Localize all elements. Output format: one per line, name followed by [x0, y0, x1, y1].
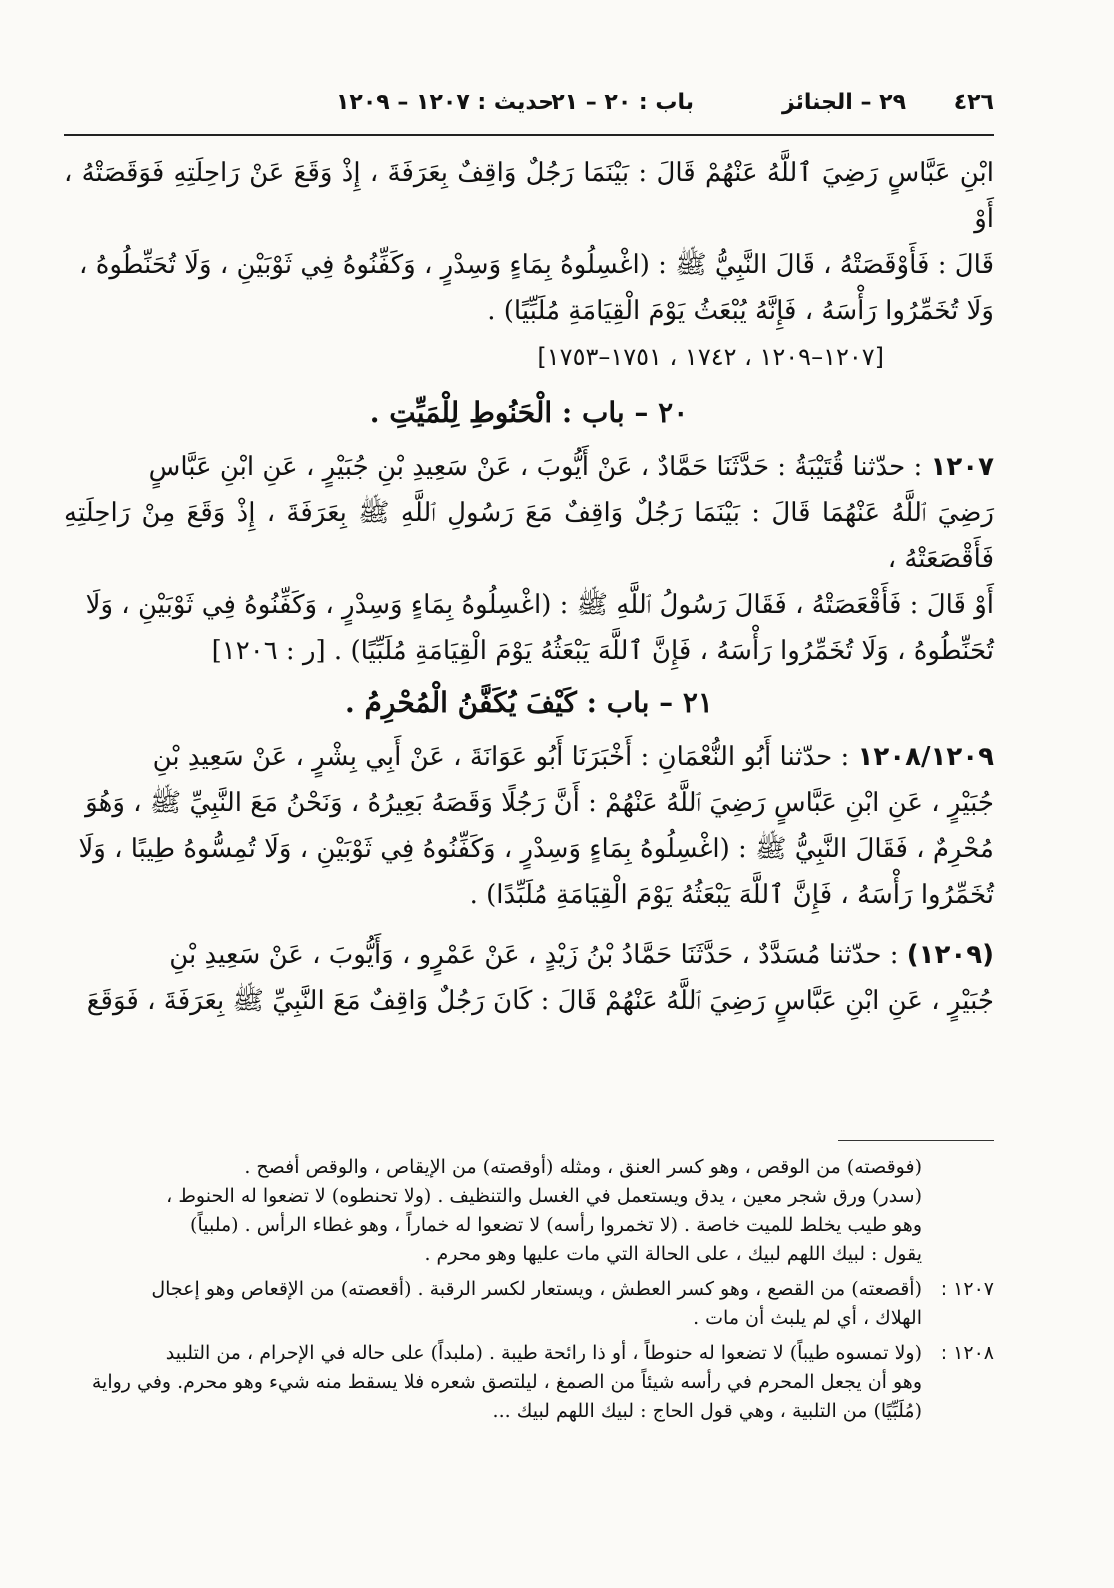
- text-line: مُحْرِمٌ ، فَقَالَ النَّبِيُّ ﷺ : (اغْسِلُوهُ بِمَاءٍ وَسِدْرٍ ، وَكَفِّنُوهُ فِي ثَوْبَيْنِ ، وَلَا تُمِسُّوهُ طِيبًا ، وَلَا: [78, 834, 994, 864]
- text-line: رَضِيَ ٱللَّهُ عَنْهُمَا قَالَ : بَيْنَمَا رَجُلٌ وَاقِفٌ مَعَ رَسُولِ ٱللَّهِ ﷺ بِعَرَفَةَ ، إِذْ وَقَعَ مِنْ رَاحِلَتِهِ فَأَقْصَعَتْهُ ،: [64, 498, 994, 574]
- hadith-text: : حدّثنا قُتَيْبَةُ : حَدَّثَنَا حَمَّادٌ ، عَنْ أَيُّوبَ ، عَنْ سَعِيدِ بْنِ جُبَيْرٍ ، عَنِ ابْنِ عَبَّاسٍ: [148, 452, 923, 482]
- text-line: وَلَا تُخَمِّرُوا رَأْسَهُ ، فَإِنَّهُ يُبْعَثُ يَوْمَ الْقِيَامَةِ مُلَبِّيًا) .: [487, 296, 994, 326]
- chapter-heading-21: ٢١ – باب : كَيْفَ يُكَفَّنُ الْمُحْرِمُ .: [345, 686, 713, 719]
- footnote-line: (ولا تمسوه طيباً) لا تضعوا له حنوطاً ، أو ذا رائحة طيبة . (ملبداً) على حاله في الإحرام ، من التلبيد: [165, 1342, 922, 1364]
- footnote-line: يقول : لبيك اللهم لبيك ، على الحالة التي مات عليها وهو محرم .: [424, 1243, 922, 1265]
- footnote-1208: [64, 1339, 994, 1426]
- hadith-text: : حدّثنا أَبُو النُّعْمَانِ : أَخْبَرَنَا أَبُو عَوَانَةَ ، عَنْ أَبِي بِشْرٍ ، عَنْ سَعِيدِ بْنِ: [152, 742, 850, 772]
- hadith-1208-line: [64, 734, 994, 780]
- footnote-line: (مُلَبِّيًا) من التلبية ، وهي قول الحاج : لبيك اللهم لبيك ...: [492, 1400, 922, 1422]
- hadith-number: ١٢٠٨/١٢٠٩: [857, 742, 994, 772]
- hadith-range: حديث : ١٢٠٧ – ١٢٠٩: [336, 90, 554, 115]
- hadith-number: (١٢٠٩): [906, 940, 994, 970]
- footnote-text: [64, 1275, 922, 1333]
- footnotes: [64, 1153, 994, 1432]
- hadith-1207-line: [64, 444, 994, 490]
- footnote-number: ١٢٠٨ :: [940, 1342, 994, 1364]
- hadith-number: ١٢٠٧: [930, 452, 994, 482]
- footnote-divider: [838, 1140, 994, 1141]
- main-text: [64, 150, 994, 1024]
- footnote-line: وهو طيب يخلط للميت خاصة . (لا تخمروا رأسه) لا تضعوا له خماراً ، وهو غطاء الرأس . (ملبياً): [190, 1214, 922, 1236]
- book-title: ٢٩ – الجنائز: [781, 90, 906, 115]
- footnote-1207: [64, 1275, 994, 1333]
- header-divider: [64, 134, 994, 136]
- text-line: أَوْ قَالَ : فَأَقْعَصَتْهُ ، فَقَالَ رَسُولُ ٱللَّهِ ﷺ : (اغْسِلُوهُ بِمَاءٍ وَسِدْرٍ ، وَكَفِّنُوهُ فِي ثَوْبَيْنِ ، وَلَا: [85, 590, 994, 620]
- footnote-line: (فوقصته) من الوقص ، وهو كسر العنق ، ومثله (أوقصته) من الإيقاص ، والوقص أفصح .: [244, 1156, 922, 1178]
- chapter-heading-20: ٢٠ – باب : الْحَنُوطِ لِلْمَيِّتِ .: [369, 396, 689, 429]
- footnote-number: ١٢٠٧ :: [940, 1278, 994, 1300]
- cross-references: [١٢٠٧–١٢٠٩ ، ١٧٤٢ ، ١٧٥١–١٧٥٣]: [537, 343, 884, 371]
- text-line: جُبَيْرٍ ، عَنِ ابْنِ عَبَّاسٍ رَضِيَ ٱللَّهُ عَنْهُمْ : أَنَّ رَجُلًا وَقَصَهُ بَعِيرُهُ ، وَنَحْنُ مَعَ النَّبِيِّ ﷺ ، وَهُوَ: [85, 788, 994, 818]
- paragraph-gap: [64, 918, 994, 932]
- text-line: قَالَ : فَأَوْقَصَتْهُ ، قَالَ النَّبِيُّ ﷺ : (اغْسِلُوهُ بِمَاءٍ وَسِدْرٍ ، وَكَفِّنُوهُ فِي ثَوْبَيْنِ ، وَلَا تُحَنِّطُوهُ ،: [79, 250, 994, 280]
- text-line: تُحَنِّطُوهُ ، وَلَا تُخَمِّرُوا رَأْسَهُ ، فَإِنَّ ٱللَّهَ يَبْعَثُهُ يَوْمَ الْقِيَامَةِ مُلَبِّيًا) . [ر : ١٢٠٦]: [211, 636, 994, 666]
- text-line: ابْنِ عَبَّاسٍ رَضِيَ ٱللَّهُ عَنْهُمْ قَالَ : بَيْنَمَا رَجُلٌ وَاقِفٌ بِعَرَفَةَ ، إِذْ وَقَعَ عَنْ رَاحِلَتِهِ فَوَقَصَتْهُ ، أَوْ: [64, 158, 994, 234]
- footnote-line: الهلاك ، أي لم يلبث أن مات .: [693, 1307, 922, 1329]
- footnote-general: [64, 1153, 994, 1269]
- footnote-line: وهو أن يجعل المحرم في رأسه شيئاً من الصمغ ، ليلتصق شعره فلا يسقط منه شيء وهو محرم. وفي رواية: [91, 1371, 922, 1393]
- footnote-text: [64, 1339, 922, 1426]
- page-number: ٤٢٦: [953, 90, 994, 115]
- hadith-1209-line: [64, 932, 994, 978]
- chapter-range: باب : ٢٠ – ٢١: [551, 90, 694, 115]
- footnote-text: [64, 1153, 922, 1269]
- footnote-line: (أقصعته) من القصع ، وهو كسر العطش ، ويستعار لكسر الرقبة . (أقعصته) من الإقعاص وهو إعجال: [151, 1278, 922, 1300]
- running-header: [64, 84, 994, 122]
- text-line: تُخَمِّرُوا رَأْسَهُ ، فَإِنَّ ٱللَّهَ يَبْعَثُهُ يَوْمَ الْقِيَامَةِ مُلَبِّدًا) .: [469, 880, 994, 910]
- text-line: جُبَيْرٍ ، عَنِ ابْنِ عَبَّاسٍ رَضِيَ ٱللَّهُ عَنْهُمْ قَالَ : كَانَ رَجُلٌ وَاقِفٌ مَعَ النَّبِيِّ ﷺ بِعَرَفَةَ ، فَوَقَعَ: [86, 986, 994, 1016]
- footnote-number: [922, 1153, 994, 1269]
- footnote-line: (سدر) ورق شجر معين ، يدق ويستعمل في الغسل والتنظيف . (ولا تحنطوه) لا تضعوا له الحنوط ،: [166, 1185, 922, 1207]
- hadith-text: : حدّثنا مُسَدَّدٌ ، حَدَّثَنَا حَمَّادُ بْنُ زَيْدٍ ، عَنْ عَمْرٍو ، وَأَيُّوبَ ، عَنْ سَعِيدِ بْنِ: [169, 940, 899, 970]
